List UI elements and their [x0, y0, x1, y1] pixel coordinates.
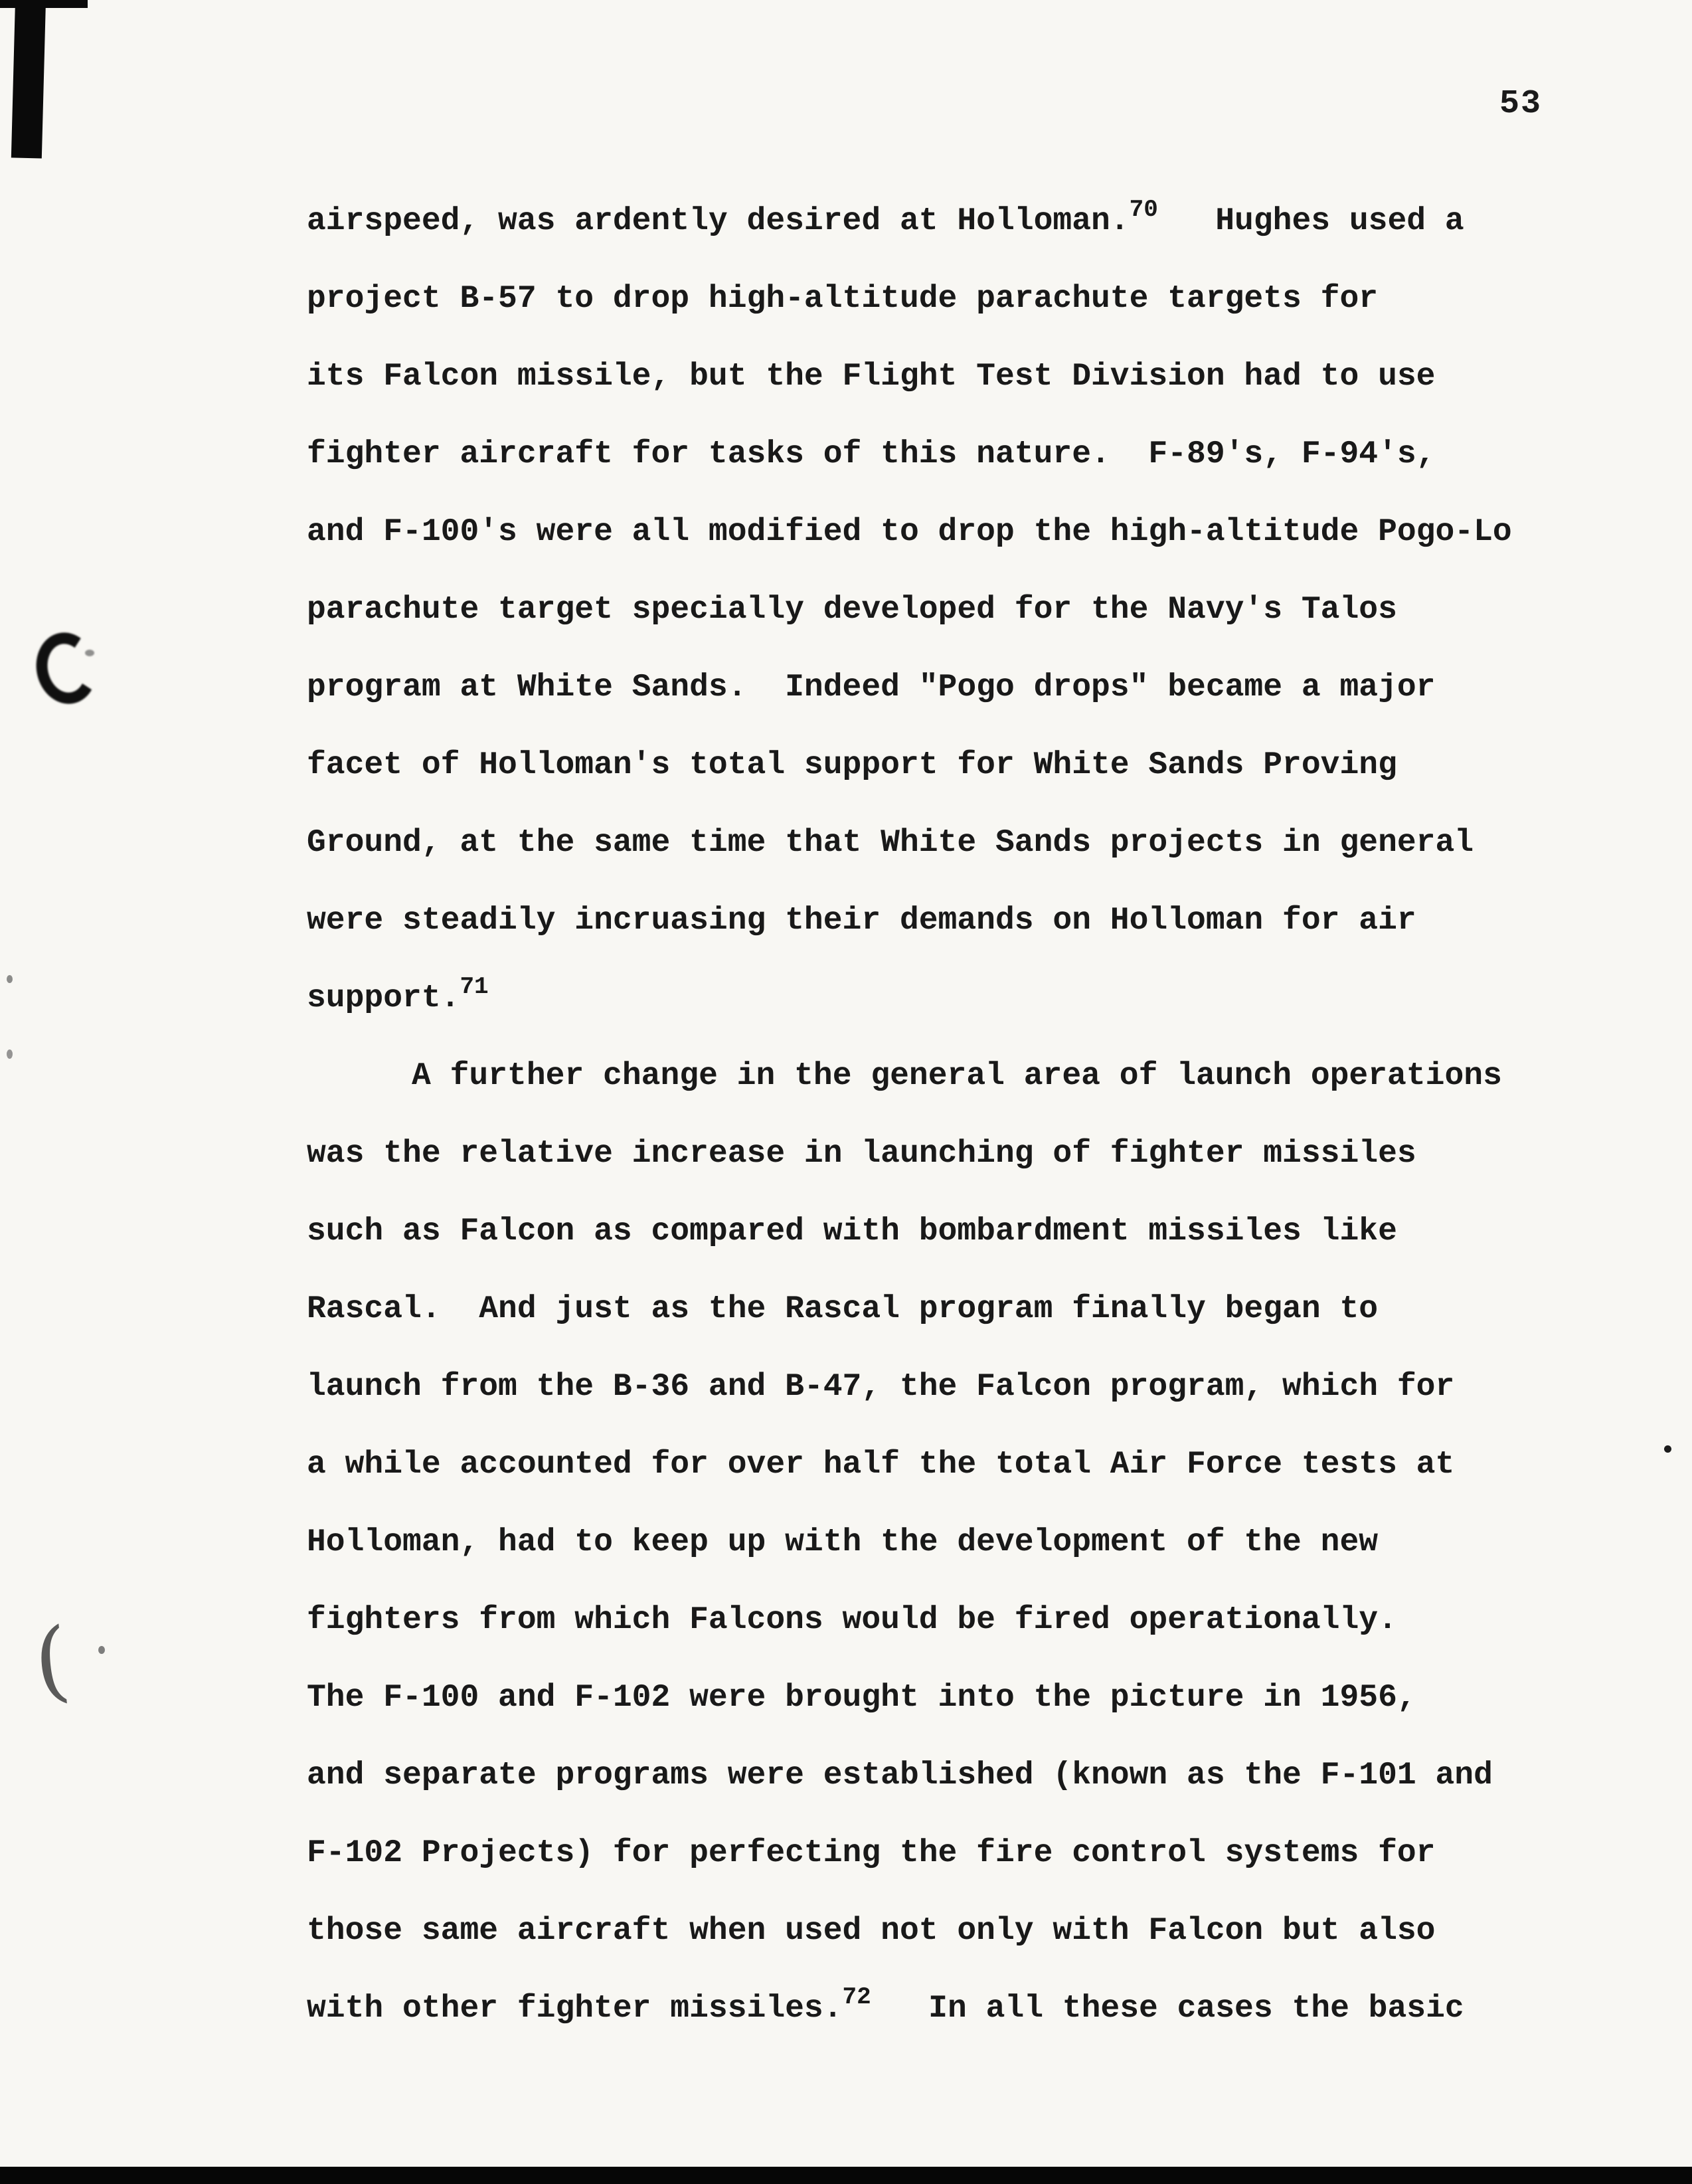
scan-edge-artifact-left — [11, 0, 46, 159]
edge-speck — [7, 1049, 13, 1059]
stray-dot — [1664, 1445, 1671, 1453]
text-run: project B-57 to drop high-altitude parachute targets for — [307, 281, 1379, 317]
text-line — [307, 1193, 1588, 1271]
text-line — [307, 1659, 1588, 1737]
text-run: a while accounted for over half the total Air Force tests at — [307, 1447, 1455, 1483]
text-line — [307, 416, 1588, 494]
text-body — [307, 183, 1588, 2048]
text-run: F-102 Projects) for perfecting the fire control systems for — [307, 1835, 1436, 1871]
ink-speck — [85, 650, 94, 656]
text-line — [307, 1348, 1588, 1426]
text-line — [307, 1892, 1588, 1970]
text-line — [307, 727, 1588, 804]
text-line — [307, 882, 1588, 960]
text-line — [307, 1970, 1588, 2048]
text-run: its Falcon missile, but the Flight Test Division had to use — [307, 359, 1436, 395]
text-run: with other fighter missiles. — [307, 1991, 843, 2027]
text-run: Holloman, had to keep up with the development of the new — [307, 1524, 1379, 1560]
text-line — [307, 183, 1588, 260]
text-run: A further change in the general area of launch operations — [412, 1058, 1502, 1094]
text-line — [307, 571, 1588, 649]
footnote-ref: 71 — [460, 973, 489, 1001]
text-run: and separate programs were established (known as the F-101 and — [307, 1758, 1493, 1793]
footnote-ref: 70 — [1129, 196, 1158, 224]
text-line — [307, 260, 1588, 338]
text-line — [307, 960, 1588, 1038]
text-run: fighter aircraft for tasks of this nature. F-89's, F-94's, — [307, 436, 1436, 472]
text-run: facet of Holloman's total support for White Sands Proving — [307, 747, 1397, 783]
text-line — [307, 1271, 1588, 1348]
text-run: were steadily incruasing their demands on Holloman for air — [307, 903, 1416, 939]
paragraph — [307, 183, 1588, 1038]
text-run: such as Falcon as compared with bombardment missiles like — [307, 1214, 1397, 1249]
text-line — [307, 1426, 1588, 1504]
text-line — [307, 1582, 1588, 1659]
text-line — [307, 494, 1588, 571]
text-run: Hughes used a — [1157, 203, 1464, 239]
text-run: support. — [307, 980, 460, 1016]
page-number: 53 — [1499, 85, 1543, 123]
footnote-ref: 72 — [842, 1983, 871, 2011]
text-run: In all these cases the basic — [871, 1991, 1464, 2027]
text-run: parachute target specially developed for the Navy's Talos — [307, 592, 1397, 628]
text-run: Rascal. And just as the Rascal program finally began to — [307, 1291, 1379, 1327]
text-run: The F-100 and F-102 were brought into the picture in 1956, — [307, 1680, 1416, 1716]
text-run: those same aircraft when used not only with Falcon but also — [307, 1913, 1436, 1949]
text-line — [307, 804, 1588, 882]
ink-smudge-ring — [30, 627, 103, 709]
pen-mark: ( — [29, 1608, 74, 1714]
text-line — [307, 338, 1588, 416]
text-run: Ground, at the same time that White Sands projects in general — [307, 825, 1474, 861]
text-line — [307, 1038, 1588, 1115]
text-line — [307, 1115, 1588, 1193]
text-run: was the relative increase in launching of fighter missiles — [307, 1136, 1416, 1172]
text-run: fighters from which Falcons would be fired operationally. — [307, 1602, 1397, 1638]
pen-dot — [98, 1646, 105, 1654]
edge-speck — [7, 975, 13, 983]
paragraph — [307, 1038, 1588, 2048]
text-line — [307, 649, 1588, 727]
text-run: program at White Sands. Indeed "Pogo drops" became a major — [307, 670, 1436, 705]
text-run: launch from the B-36 and B-47, the Falcon program, which for — [307, 1369, 1455, 1405]
text-line — [307, 1504, 1588, 1582]
scan-edge-artifact-bottom — [0, 2167, 1692, 2184]
text-line — [307, 1737, 1588, 1815]
text-run: and F-100's were all modified to drop the high-altitude Pogo-Lo — [307, 514, 1512, 550]
text-line — [307, 1815, 1588, 1892]
text-run: airspeed, was ardently desired at Holloman. — [307, 203, 1130, 239]
